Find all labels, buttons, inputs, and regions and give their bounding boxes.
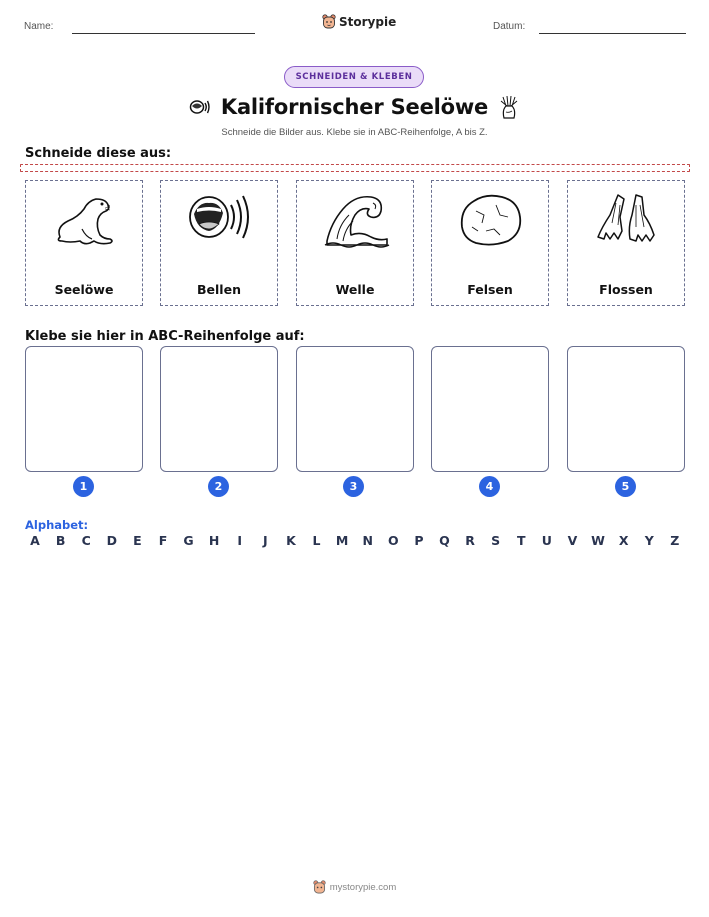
barking-mouth-icon [185, 187, 255, 249]
alphabet-letter: V [567, 533, 578, 548]
name-label: Name: [24, 21, 54, 32]
title-row [0, 92, 709, 122]
alphabet-letter: J [263, 533, 268, 548]
cut-card-rock[interactable] [431, 180, 549, 306]
cut-card-label: Flossen [599, 282, 653, 297]
rock-icon [456, 187, 526, 249]
cut-card-label: Seelöwe [54, 282, 114, 297]
cut-card-wave[interactable] [296, 180, 414, 306]
alphabet-letter: X [618, 533, 629, 548]
storypie-mascot-icon [313, 880, 326, 894]
cut-card-label: Welle [335, 282, 375, 297]
activity-badge: SCHNEIDEN & KLEBEN [284, 66, 424, 88]
alphabet-letter: Y [644, 533, 654, 548]
order-number-5: 5 [615, 476, 636, 497]
alphabet-letter: D [106, 533, 117, 548]
alphabet-letter: W [591, 533, 605, 548]
date-field-line[interactable] [539, 33, 686, 34]
alphabet-letter: R [465, 533, 475, 548]
alphabet-letter: K [286, 533, 296, 548]
alphabet-letter: S [491, 533, 501, 548]
alphabet-letter: G [183, 533, 194, 548]
paste-box-3[interactable] [296, 346, 414, 472]
barking-mouth-icon [189, 97, 211, 117]
paste-box-1[interactable] [25, 346, 143, 472]
cut-card-sea-lion[interactable] [25, 180, 143, 306]
alphabet-letter: N [362, 533, 373, 548]
order-number-4: 4 [479, 476, 500, 497]
wave-icon [321, 187, 391, 249]
brand-logo [322, 14, 396, 29]
sea-lion-icon [50, 187, 120, 249]
order-number-2: 2 [208, 476, 229, 497]
alphabet-letter: P [414, 533, 424, 548]
alphabet-letter: M [335, 533, 349, 548]
paste-box-2[interactable] [160, 346, 278, 472]
order-number-1: 1 [73, 476, 94, 497]
alphabet-letter: E [133, 533, 142, 548]
footer-url: mystorypie.com [329, 881, 397, 893]
cut-card-flippers[interactable] [567, 180, 685, 306]
cut-section-heading: Schneide diese aus: [25, 146, 172, 161]
alphabet-heading: Alphabet: [25, 518, 89, 532]
alphabet-letter: Q [439, 533, 450, 548]
cut-card-label: Felsen [467, 282, 513, 297]
alphabet-row [25, 533, 685, 548]
alphabet-letter: T [517, 533, 526, 548]
alphabet-letter: U [541, 533, 552, 548]
alphabet-letter: Z [670, 533, 680, 548]
cut-card-barking[interactable] [160, 180, 278, 306]
alphabet-letter: I [237, 533, 243, 548]
header [0, 14, 709, 40]
alphabet-letter: F [158, 533, 168, 548]
paste-box-5[interactable] [567, 346, 685, 472]
paste-box-4[interactable] [431, 346, 549, 472]
alphabet-letter: A [30, 533, 40, 548]
storypie-mascot-icon [322, 14, 336, 29]
alphabet-letter: C [81, 533, 91, 548]
alphabet-letter: B [55, 533, 66, 548]
instructions: Schneide die Bilder aus. Klebe sie in ABC-Reihenfolge, A bis Z. [221, 127, 488, 138]
cut-card-label: Bellen [197, 282, 241, 297]
brand-name: Storypie [339, 14, 397, 29]
page-title: Kalifornischer Seelöwe [220, 95, 489, 119]
date-label: Datum: [493, 21, 526, 32]
flippers-icon [592, 187, 662, 249]
alphabet-letter: L [312, 533, 321, 548]
alphabet-letter: H [208, 533, 220, 548]
sea-anemone-icon [498, 94, 520, 120]
footer [0, 880, 709, 894]
cut-line [20, 164, 690, 172]
alphabet-letter: O [387, 533, 399, 548]
order-number-3: 3 [343, 476, 364, 497]
paste-section-heading: Klebe sie hier in ABC-Reihenfolge auf: [25, 329, 305, 344]
name-field-line[interactable] [72, 33, 255, 34]
